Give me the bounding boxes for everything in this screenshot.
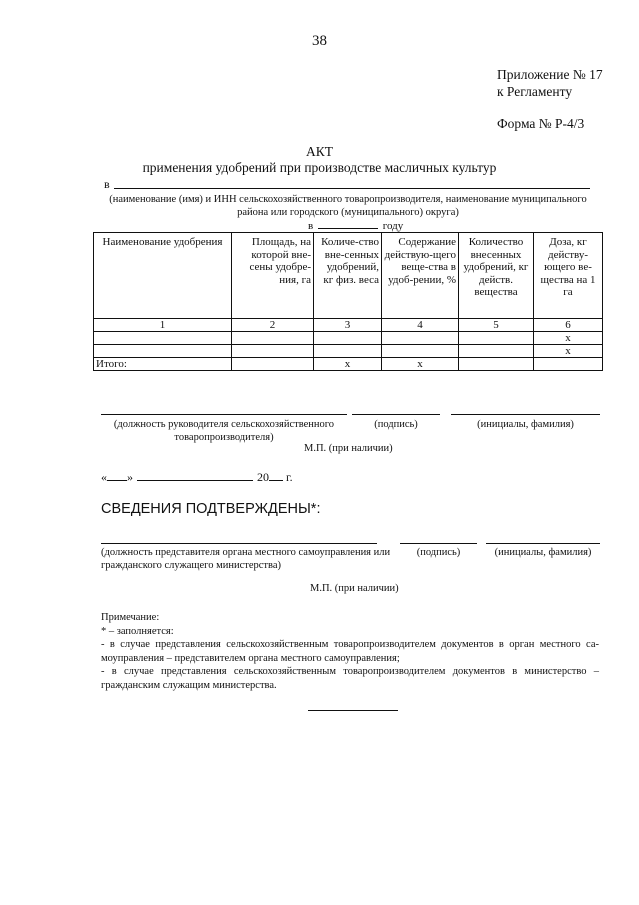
official-position-caption: (должность представителя органа местного самоуправления или гражданского служащего министерства) xyxy=(101,547,391,571)
header-physical-weight: Количе-ство вне-сенных удобрений, кг физ. веса xyxy=(314,233,382,319)
table-cell[interactable] xyxy=(459,345,534,358)
date-line xyxy=(101,470,293,485)
producer-hint: (наименование (имя) и ИНН сельскохозяйственного товаропроизводителя, наименование муниципального района или городского (муниципального) округа) xyxy=(109,194,587,218)
index-cell: 3 xyxy=(314,319,382,332)
table-cell: х xyxy=(534,332,603,345)
appendix-line-2: к Регламенту xyxy=(497,84,573,99)
manager-signature-line[interactable] xyxy=(352,414,440,415)
index-cell: 4 xyxy=(382,319,459,332)
note-star: * – заполняется: xyxy=(101,625,174,637)
confirmed-heading: СВЕДЕНИЯ ПОДТВЕРЖДЕНЫ*: xyxy=(101,501,321,517)
fertilizer-table xyxy=(93,232,603,371)
manager-signature-caption: (подпись) xyxy=(374,419,418,430)
index-cell: 5 xyxy=(459,319,534,332)
manager-position-line[interactable] xyxy=(101,414,347,415)
appendix-reference xyxy=(497,66,603,100)
header-dose-per-ha: Доза, кг действу-ющего ве-щества на 1 га xyxy=(534,233,603,319)
manager-position-caption: (должность руководителя сельскохозяйственного товаропроизводителя) xyxy=(113,419,335,443)
official-signature-caption: (подпись) xyxy=(416,547,461,558)
date-open-quote: « xyxy=(101,470,107,484)
table-cell[interactable] xyxy=(314,345,382,358)
manager-name-caption: (инициалы, фамилия) xyxy=(477,419,574,430)
year-prefix: в xyxy=(308,220,314,232)
producer-line xyxy=(104,177,110,192)
date-year-suffix: г. xyxy=(286,470,293,484)
year-field[interactable] xyxy=(318,219,378,229)
header-fertilizer-name: Наименование удобрения xyxy=(94,233,232,319)
stamp-note: М.П. (при наличии) xyxy=(304,443,393,454)
manager-name-line[interactable] xyxy=(451,414,600,415)
table-cell[interactable] xyxy=(382,345,459,358)
table-row xyxy=(94,345,603,358)
official-signature-line[interactable] xyxy=(400,543,477,544)
end-divider xyxy=(308,710,398,711)
page-number: 38 xyxy=(312,33,327,49)
date-month-field[interactable] xyxy=(137,470,253,481)
document-subtitle: применения удобрений при производстве масличных культур xyxy=(142,160,497,175)
table-header-row xyxy=(94,233,603,319)
date-year-field[interactable] xyxy=(269,470,283,481)
stamp-note: М.П. (при наличии) xyxy=(310,583,399,594)
table-cell[interactable] xyxy=(94,345,232,358)
table-index-row xyxy=(94,319,603,332)
header-area: Площадь, на которой вне-сены удобре-ния, га xyxy=(232,233,314,319)
date-day-field[interactable] xyxy=(107,470,127,481)
note-list xyxy=(101,638,599,692)
note-item: - в случае представления сельскохозяйственным товаропроизводителем документов в министерство – гражданским служащим министерства. xyxy=(101,666,599,691)
table-cell[interactable] xyxy=(232,345,314,358)
producer-field[interactable] xyxy=(114,188,590,189)
table-cell[interactable] xyxy=(382,332,459,345)
table-cell[interactable] xyxy=(314,332,382,345)
note-item: - в случае представления сельскохозяйственным товаропроизводителем документов в орган местного са-моуправления – представителем органа местного самоуправления; xyxy=(101,639,599,664)
official-name-line[interactable] xyxy=(486,543,600,544)
table-cell[interactable] xyxy=(94,332,232,345)
date-year-prefix: 20 xyxy=(257,470,269,484)
appendix-line-1: Приложение № 17 xyxy=(497,67,603,82)
form-number: Форма № Р-4/3 xyxy=(497,116,585,131)
date-close-quote: » xyxy=(127,470,133,484)
index-cell: 6 xyxy=(534,319,603,332)
table-cell[interactable] xyxy=(232,358,314,371)
total-label: Итого: xyxy=(94,358,232,371)
table-total-row xyxy=(94,358,603,371)
official-name-caption: (инициалы, фамилия) xyxy=(494,547,592,558)
table-cell[interactable] xyxy=(534,358,603,371)
producer-prefix: в xyxy=(104,177,110,191)
table-cell[interactable] xyxy=(459,332,534,345)
table-cell[interactable] xyxy=(459,358,534,371)
table-row xyxy=(94,332,603,345)
note-block xyxy=(101,611,599,692)
year-line xyxy=(308,219,403,232)
header-active-substance-content: Содержание действую-щего веще-ства в удоб-рении, % xyxy=(382,233,459,319)
table-cell[interactable] xyxy=(232,332,314,345)
note-title: Примечание: xyxy=(101,612,160,623)
table-cell: х xyxy=(314,358,382,371)
official-position-line[interactable] xyxy=(101,543,377,544)
document-title: АКТ xyxy=(306,144,333,159)
index-cell: 1 xyxy=(94,319,232,332)
header-active-substance-amount: Количество внесенных удобрений, кг действ. вещества xyxy=(459,233,534,319)
table-cell: х xyxy=(534,345,603,358)
table-cell: х xyxy=(382,358,459,371)
index-cell: 2 xyxy=(232,319,314,332)
year-suffix: году xyxy=(382,220,404,232)
